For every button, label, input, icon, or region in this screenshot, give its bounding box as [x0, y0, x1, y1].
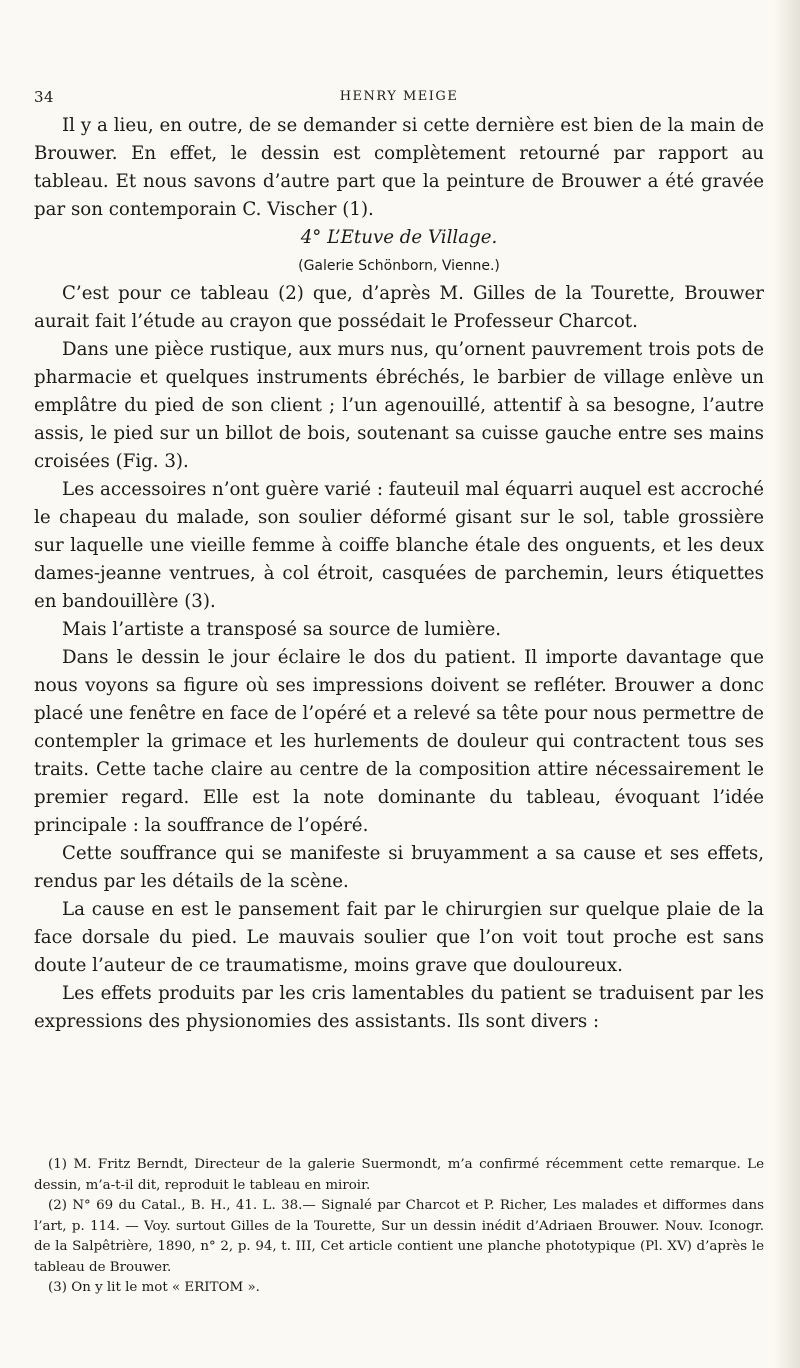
paragraph: Les accessoires n’ont guère varié : fauteuil mal équarri auquel est accroché le chapeau du malade, son soulier déformé gisant sur le sol, table grossière sur laquelle une vieille femme à coiffe blanche étale des onguents, et les deux dames-jeanne ventrues, à col étroit, casquées de parchemin, leurs étiquettes en bandouillère (3).: [34, 479, 764, 612]
paragraph: Il y a lieu, en outre, de se demander si cette dernière est bien de la main de Brouwer. En effet, le dessin est complètement retourné par rapport au tableau. Et nous savons d’autre part que la peinture de Brouwer a été gravée par son contemporain C. Vischer (1).: [34, 115, 764, 220]
page-number: 34: [34, 88, 55, 106]
section-title: 4° L’Etuve de Village.: [300, 227, 498, 248]
body-text: [34, 112, 764, 1036]
running-title: HENRY MEIGE: [339, 89, 459, 104]
footnote: (2) N° 69 du Catal., B. H., 41. L. 38.— Signalé par Charcot et P. Richer, Les malades et difformes dans l’art, p. 114. — Voy. surtout Gilles de la Tourette, Sur un dessin inédit d’Adriaen Brouwer. Nouv. Iconogr. de la Salpêtrière, 1890, n° 2, p. 94, t. III, Cet article contient une planche phototypique (Pl. XV) d’après le tableau de Brouwer.: [34, 1198, 764, 1275]
paragraph: La cause en est le pansement fait par le chirurgien sur quelque plaie de la face dorsale du pied. Le mauvais soulier que l’on voit tout proche est sans doute l’auteur de ce traumatisme, moins grave que douloureux.: [34, 899, 764, 976]
paragraph: Les effets produits par les cris lamentables du patient se traduisent par les expressions des physionomies des assistants. Ils sont divers :: [34, 983, 764, 1032]
section-subtitle: (Galerie Schönborn, Vienne.): [298, 258, 500, 274]
paragraph: Cette souffrance qui se manifeste si bruyamment a sa cause et ses effets, rendus par les détails de la scène.: [34, 843, 764, 892]
page-edge-shadow: [774, 0, 800, 1368]
running-head: [34, 88, 764, 110]
footnote: (1) M. Fritz Berndt, Directeur de la galerie Suermondt, m’a confirmé récemment cette remarque. Le dessin, m’a-t-il dit, reproduit le tableau en miroir.: [34, 1157, 764, 1193]
paragraph: Dans une pièce rustique, aux murs nus, qu’ornent pauvrement trois pots de pharmacie et quelques instruments ébréchés, le barbier de village enlève un emplâtre du pied de son client ; l’un agenouillé, attentif à sa besogne, l’autre assis, le pied sur un billot de bois, soutenant sa cuisse gauche entre ses mains croisées (Fig. 3).: [34, 339, 764, 472]
paragraph: Dans le dessin le jour éclaire le dos du patient. Il importe davantage que nous voyons sa figure où ses impressions doivent se refléter. Brouwer a donc placé une fenêtre en face de l’opéré et a relevé sa tête pour nous permettre de contempler la grimace et les hurlements de douleur qui contractent tous ses traits. Cette tache claire au centre de la composition attire nécessairement le premier regard. Elle est la note dominante du tableau, évoquant l’idée principale : la souffrance de l’opéré.: [34, 647, 764, 836]
paragraph: C’est pour ce tableau (2) que, d’après M. Gilles de la Tourette, Brouwer aurait fait l’étude au crayon que possédait le Professeur Charcot.: [34, 283, 764, 332]
footnotes: [34, 1155, 764, 1299]
footnote: (3) On y lit le mot « ERITOM ».: [48, 1280, 260, 1295]
paragraph: Mais l’artiste a transposé sa source de lumière.: [62, 619, 501, 640]
